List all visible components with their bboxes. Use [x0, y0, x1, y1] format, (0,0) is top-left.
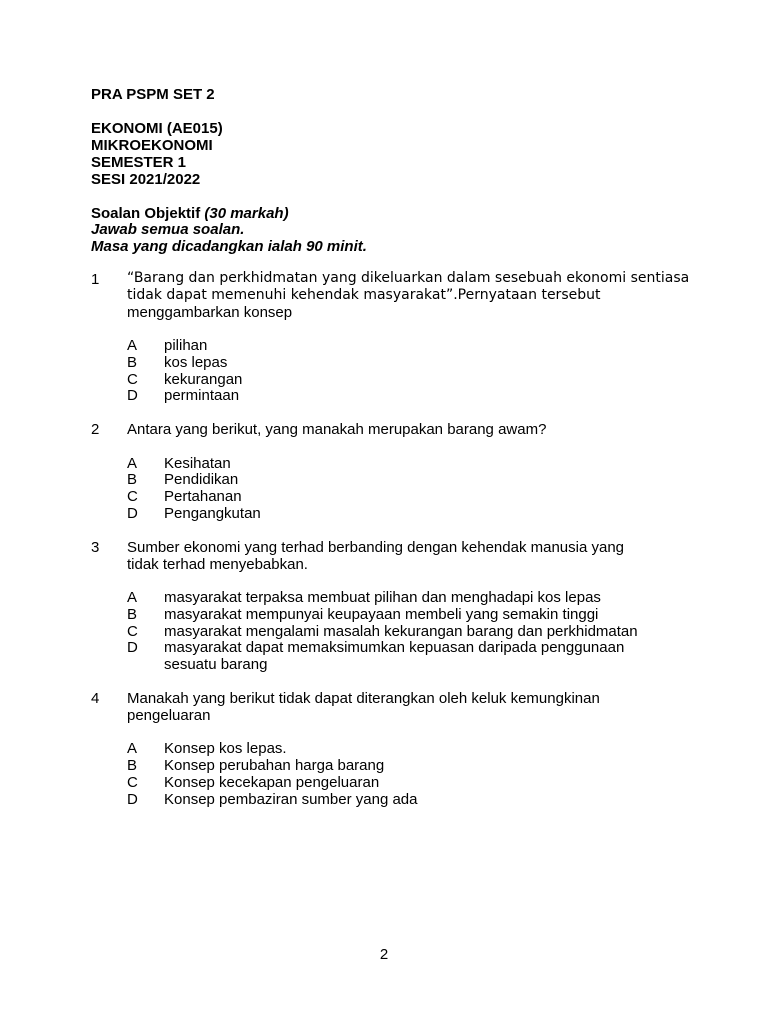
question-text: [127, 690, 687, 724]
session-label: SESI 2021/2022: [91, 171, 201, 188]
section-label: Soalan Objektif: [91, 205, 201, 222]
option-letter: C: [127, 774, 138, 791]
semester-label: SEMESTER 1: [91, 154, 187, 171]
question-line: tidak terhad menyebabkan.: [127, 556, 308, 573]
question-line: tidak dapat memenuhi kehendak masyarakat”.Pernyataan tersebut: [127, 287, 601, 303]
page-number: 2: [379, 946, 389, 963]
subject-subtitle: MIKROEKONOMI: [91, 137, 213, 154]
question-line: pengeluaran: [127, 707, 211, 724]
question-number: 4: [91, 690, 100, 707]
option-letter: C: [127, 488, 138, 505]
option-letter: A: [127, 337, 138, 354]
option-text: masyarakat mengalami masalah kekurangan barang dan perkhidmatan: [164, 623, 638, 640]
exam-set-title: PRA PSPM SET 2: [91, 86, 215, 103]
question-text: [127, 421, 687, 438]
option-letter: A: [127, 740, 138, 757]
option-letter: C: [127, 623, 138, 640]
option-text: kos lepas: [164, 354, 228, 371]
option-letter: D: [127, 387, 138, 404]
question-line: Sumber ekonomi yang terhad berbanding dengan kehendak manusia yang: [127, 539, 625, 556]
option-text: Konsep pembaziran sumber yang ada: [164, 791, 418, 808]
option-letter: C: [127, 371, 138, 388]
option-text: masyarakat mempunyai keupayaan membeli yang semakin tinggi: [164, 606, 599, 623]
question-line: menggambarkan konsep: [127, 304, 293, 321]
option-text: permintaan: [164, 387, 240, 404]
option-text: sesuatu barang: [164, 656, 268, 673]
option-letter: A: [127, 455, 138, 472]
question-text: [127, 270, 690, 321]
section-marks: (30 markah): [204, 205, 289, 222]
option-letter: B: [127, 354, 138, 371]
option-letter: B: [127, 757, 138, 774]
question-line: “Barang dan perkhidmatan yang dikeluarkan dalam sesebuah ekonomi sentiasa: [127, 270, 690, 286]
option-text: Pengangkutan: [164, 505, 261, 522]
option-letter: B: [127, 471, 138, 488]
option-letter: D: [127, 791, 138, 808]
option-letter: B: [127, 606, 138, 623]
option-text: Pertahanan: [164, 488, 242, 505]
option-text: Kesihatan: [164, 455, 231, 472]
option-text: masyarakat terpaksa membuat pilihan dan menghadapi kos lepas: [164, 589, 601, 606]
option-letter: A: [127, 589, 138, 606]
instruction-answer-all: Jawab semua soalan.: [91, 221, 245, 238]
section-heading: [91, 205, 289, 222]
option-text: Konsep kecekapan pengeluaran: [164, 774, 380, 791]
question-line: Antara yang berikut, yang manakah merupakan barang awam?: [127, 421, 547, 438]
question-line: Manakah yang berikut tidak dapat diterangkan oleh keluk kemungkinan: [127, 690, 600, 707]
option-letter: D: [127, 505, 138, 522]
question-number: 1: [91, 271, 100, 288]
subject-title: EKONOMI (AE015): [91, 120, 223, 137]
instruction-time: Masa yang dicadangkan ialah 90 minit.: [91, 238, 367, 255]
question-number: 2: [91, 421, 100, 438]
option-text: Pendidikan: [164, 471, 239, 488]
question-text: [127, 539, 687, 573]
option-text: pilihan: [164, 337, 208, 354]
option-text: Konsep kos lepas.: [164, 740, 287, 757]
option-text: masyarakat dapat memaksimumkan kepuasan daripada penggunaan: [164, 639, 625, 656]
option-text: kekurangan: [164, 371, 243, 388]
option-text: Konsep perubahan harga barang: [164, 757, 385, 774]
option-letter: D: [127, 639, 138, 656]
question-number: 3: [91, 539, 100, 556]
